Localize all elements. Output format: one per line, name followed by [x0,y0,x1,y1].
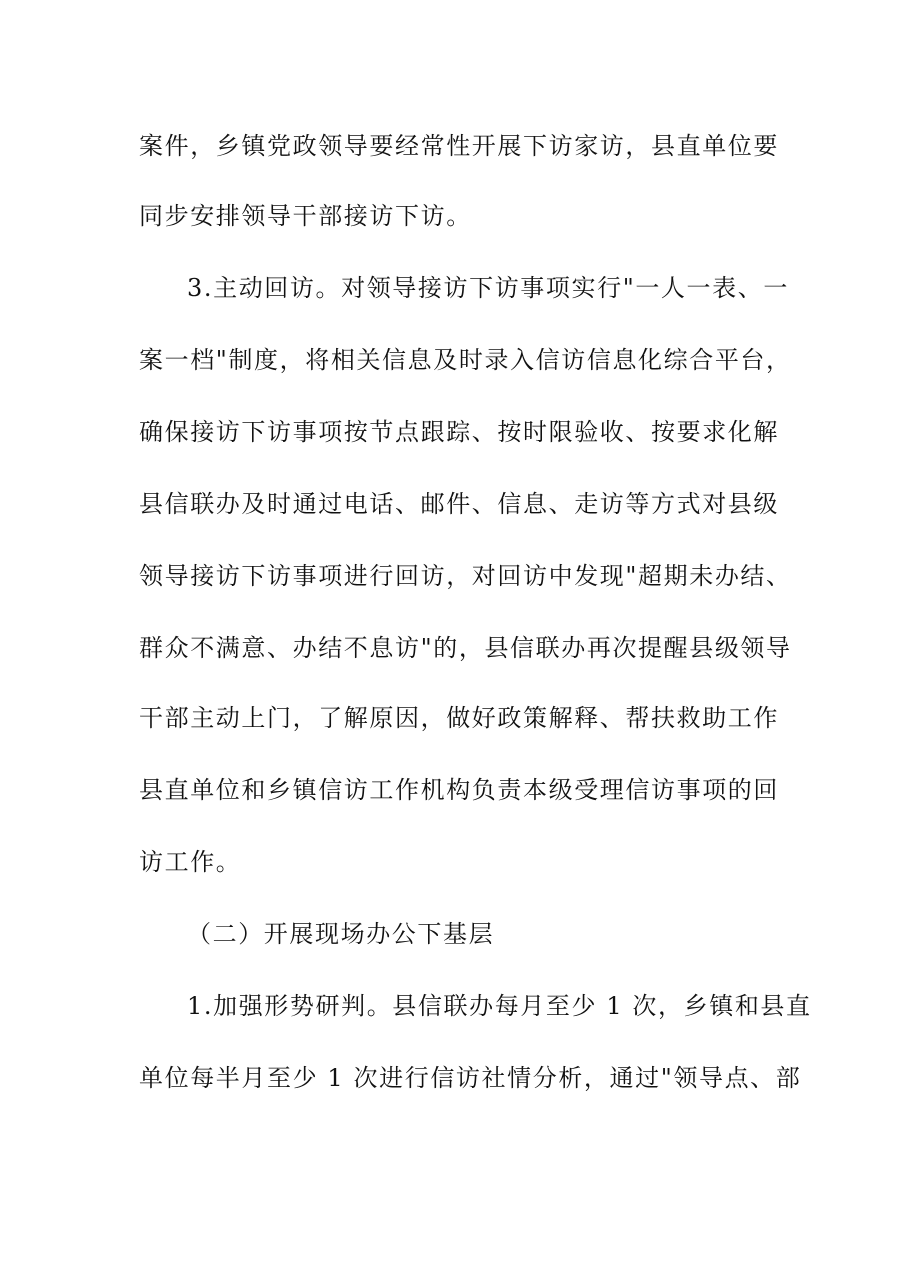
paragraph-line: 干部主动上门，了解原因，做好政策解释、帮扶救助工作 [139,704,779,732]
paragraph-line: 群众不满意、办结不息访"的，县信联办再次提醒县级领导 [139,634,792,662]
section-heading: （二）开展现场办公下基层 [187,920,495,948]
paragraph-line: 单位每半月至少 1 次进行信访社情分析，通过"领导点、部 [139,1064,802,1092]
paragraph-line: 确保接访下访事项按节点跟踪、按时限验收、按要求化解 [139,418,779,446]
paragraph-line: 1.加强形势研判。县信联办每月至少 1 次，乡镇和县直 [187,992,812,1020]
paragraph-line: 领导接访下访事项进行回访，对回访中发现"超期未办结、 [139,562,792,590]
paragraph-line: 县直单位和乡镇信访工作机构负责本级受理信访事项的回 [139,776,779,804]
paragraph-line: 3.主动回访。对领导接访下访事项实行"一人一表、一 [187,274,789,302]
paragraph-line: 案件，乡镇党政领导要经常性开展下访家访，县直单位要 [139,132,779,160]
paragraph-line: 县信联办及时通过电话、邮件、信息、走访等方式对县级 [139,490,779,518]
paragraph-line: 案一档"制度，将相关信息及时录入信访信息化综合平台， [139,346,792,374]
paragraph-line: 同步安排领导干部接访下访。 [139,202,472,230]
paragraph-line: 访工作。 [139,848,242,876]
